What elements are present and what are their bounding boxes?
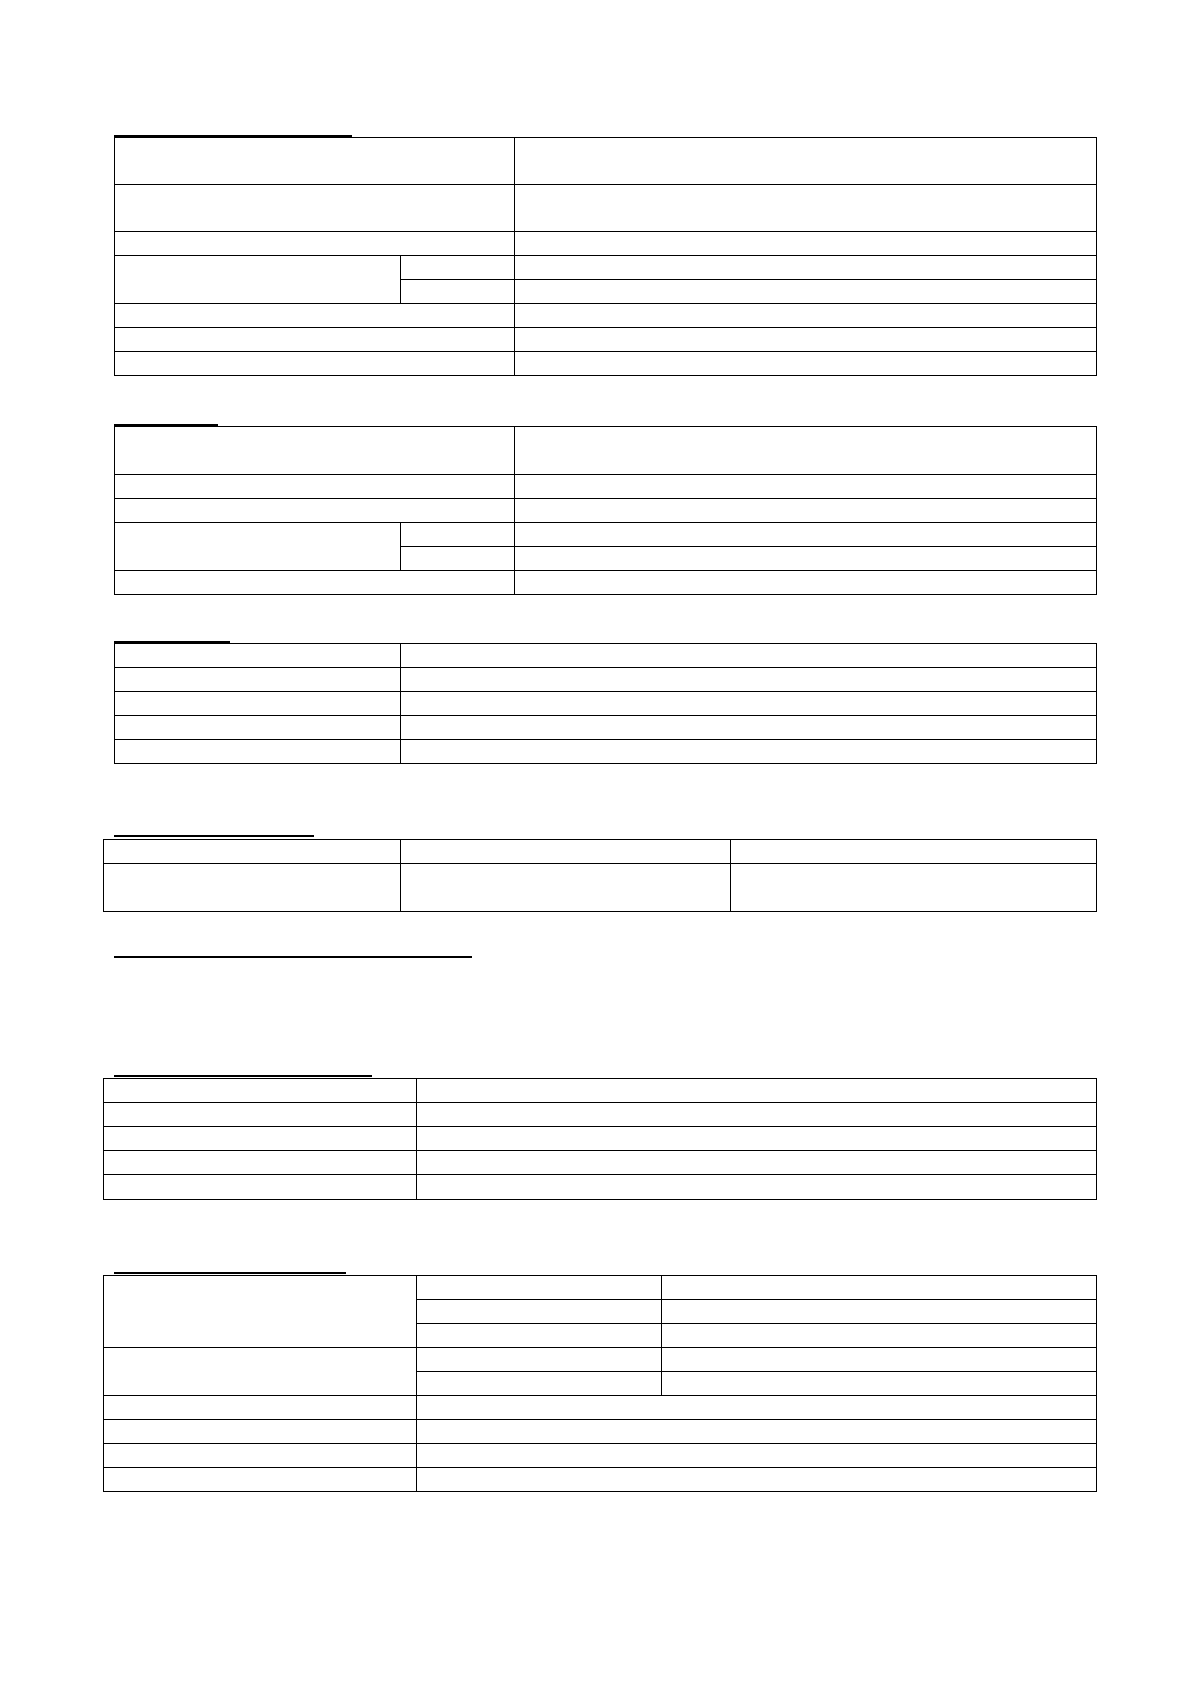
table-6-cell xyxy=(104,1276,417,1348)
table-1-cell xyxy=(515,352,1097,376)
table-5-cell xyxy=(104,1079,417,1103)
table-3-cell xyxy=(115,668,401,692)
table-3-cell xyxy=(401,692,1097,716)
table-6-cell xyxy=(662,1276,1097,1300)
table-4-cell xyxy=(401,840,731,864)
table-3-cell xyxy=(401,740,1097,764)
table-4-cell xyxy=(104,864,401,912)
table-2-cell xyxy=(515,523,1097,547)
table-4-cell xyxy=(731,864,1097,912)
table-1-cell xyxy=(401,280,515,304)
table-5-cell xyxy=(417,1151,1097,1175)
table-2-cell xyxy=(401,523,515,547)
table-2-cell xyxy=(515,499,1097,523)
table-5-cell xyxy=(104,1175,417,1200)
table-5-cell xyxy=(417,1103,1097,1127)
table-2-cell xyxy=(515,475,1097,499)
table-1-cell xyxy=(515,138,1097,185)
table-1-cell xyxy=(115,185,515,232)
table-6-cell xyxy=(104,1444,417,1468)
table-3-cell xyxy=(401,668,1097,692)
table-1-cell xyxy=(115,352,515,376)
table-3-cell xyxy=(401,716,1097,740)
table-6-cell xyxy=(417,1420,1097,1444)
table-6-cell xyxy=(662,1324,1097,1348)
table-6-cell xyxy=(104,1468,417,1492)
table-5 xyxy=(103,1078,1097,1200)
table-5-cell xyxy=(417,1079,1097,1103)
table-1-cell xyxy=(515,328,1097,352)
table-1-cell xyxy=(115,304,515,328)
table-1-cell xyxy=(515,185,1097,232)
table-6-cell xyxy=(662,1372,1097,1396)
section-6-heading-underline xyxy=(114,1075,372,1077)
table-4-cell xyxy=(104,840,401,864)
table-2-cell xyxy=(115,499,515,523)
table-1-cell xyxy=(515,304,1097,328)
table-6 xyxy=(103,1275,1097,1492)
table-3 xyxy=(114,643,1097,764)
table-6-cell xyxy=(104,1420,417,1444)
table-1-cell xyxy=(515,280,1097,304)
table-2-cell xyxy=(115,523,401,571)
table-1-cell xyxy=(115,256,401,304)
table-6-cell xyxy=(104,1396,417,1420)
table-5-cell xyxy=(104,1103,417,1127)
table-3-cell xyxy=(115,740,401,764)
table-6-cell xyxy=(662,1348,1097,1372)
table-3-cell xyxy=(115,644,401,668)
table-5-cell xyxy=(104,1151,417,1175)
table-1 xyxy=(114,137,1097,376)
table-2-cell xyxy=(515,571,1097,595)
table-1-cell xyxy=(115,138,515,185)
table-1-cell xyxy=(515,256,1097,280)
table-3-cell xyxy=(115,716,401,740)
table-2-cell xyxy=(115,571,515,595)
table-6-cell xyxy=(662,1300,1097,1324)
table-6-cell xyxy=(417,1396,1097,1420)
table-2-cell xyxy=(401,547,515,571)
table-3-cell xyxy=(115,692,401,716)
table-1-cell xyxy=(401,256,515,280)
table-6-cell xyxy=(417,1348,662,1372)
table-5-cell xyxy=(104,1127,417,1151)
table-6-cell xyxy=(104,1348,417,1396)
table-6-cell xyxy=(417,1372,662,1396)
table-4-cell xyxy=(731,840,1097,864)
table-6-cell xyxy=(417,1468,1097,1492)
table-5-cell xyxy=(417,1175,1097,1200)
table-2-cell xyxy=(515,427,1097,475)
table-4-cell xyxy=(401,864,731,912)
table-2-cell xyxy=(115,475,515,499)
table-1-cell xyxy=(115,232,515,256)
table-6-cell xyxy=(417,1300,662,1324)
section-7-heading-underline xyxy=(114,1272,346,1274)
table-1-cell xyxy=(115,328,515,352)
section-4-heading-underline xyxy=(114,835,314,837)
table-5-cell xyxy=(417,1127,1097,1151)
table-6-cell xyxy=(417,1276,662,1300)
table-3-cell xyxy=(401,644,1097,668)
section-5-heading-underline xyxy=(114,956,472,958)
table-6-cell xyxy=(417,1444,1097,1468)
table-6-cell xyxy=(417,1324,662,1348)
table-1-cell xyxy=(515,232,1097,256)
table-2-cell xyxy=(515,547,1097,571)
table-2 xyxy=(114,426,1097,595)
table-4 xyxy=(103,839,1097,912)
table-2-cell xyxy=(115,427,515,475)
